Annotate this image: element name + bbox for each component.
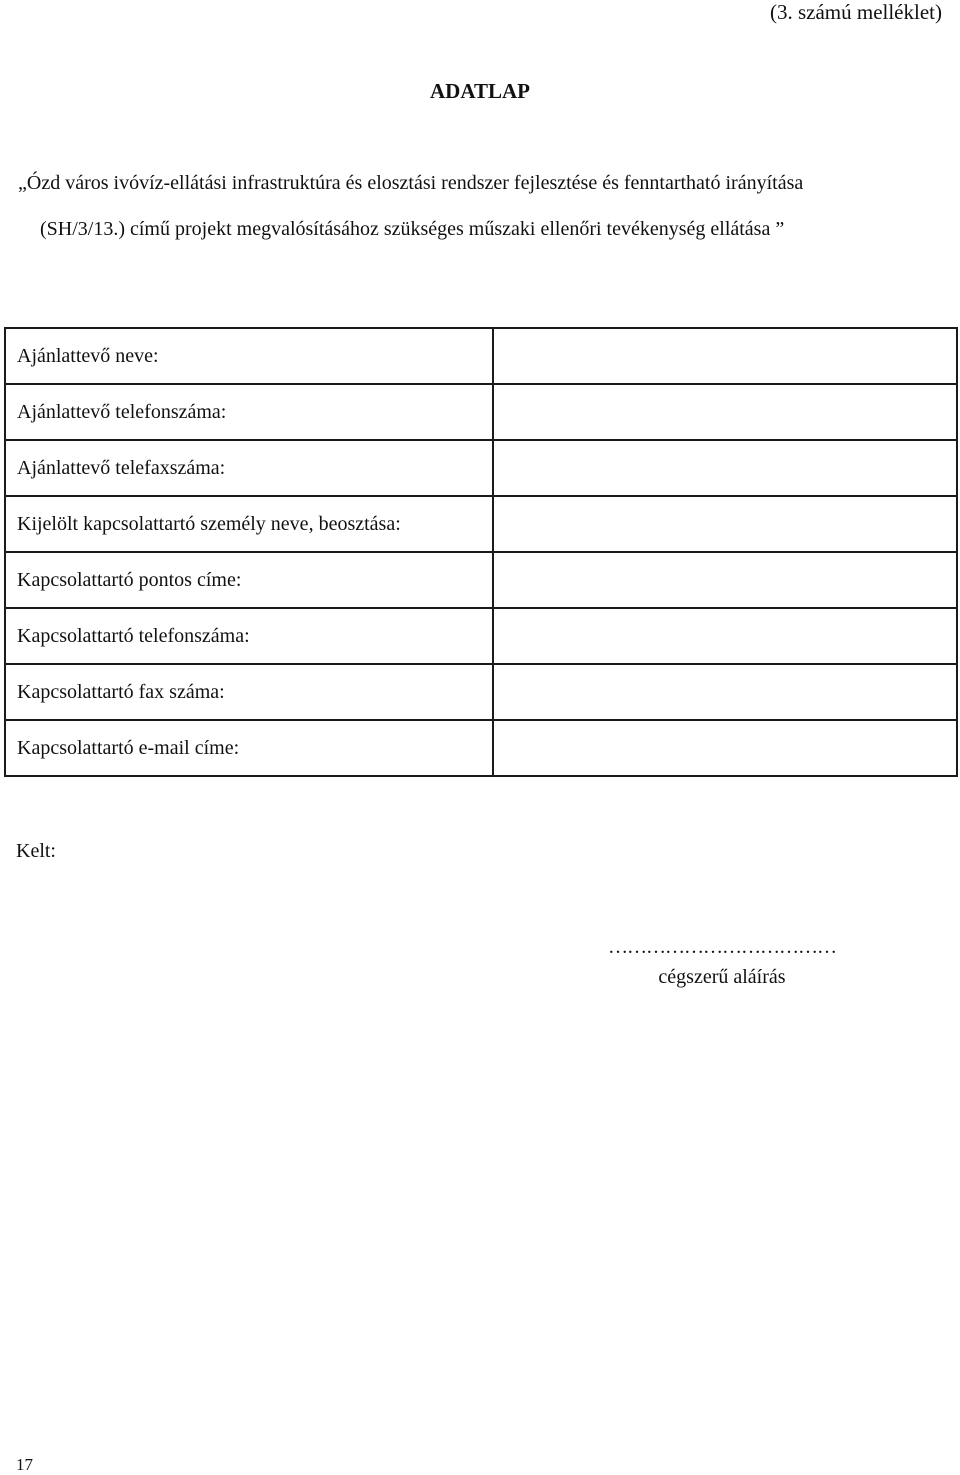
contact-fax-field[interactable] xyxy=(493,664,957,720)
row-label-bidder-name: Ajánlattevő neve: xyxy=(5,328,493,384)
table-row xyxy=(5,384,957,440)
row-label-contact-email: Kapcsolattartó e-mail címe: xyxy=(5,720,493,776)
contact-address-field[interactable] xyxy=(493,552,957,608)
date-label: Kelt: xyxy=(16,840,56,862)
page-number: 17 xyxy=(16,1455,33,1474)
table-row xyxy=(5,720,957,776)
contact-email-field[interactable] xyxy=(493,720,957,776)
contact-phone-field[interactable] xyxy=(493,608,957,664)
row-label-contact-phone: Kapcsolattartó telefonszáma: xyxy=(5,608,493,664)
project-description xyxy=(20,160,945,252)
table-row xyxy=(5,552,957,608)
signature-block xyxy=(560,932,884,992)
annex-note: (3. számú melléklet) xyxy=(769,0,942,24)
project-description-line-1: „Ózd város ivóvíz-ellátási infrastruktúra és elosztási rendszer fejlesztése és fenntartható irányítása xyxy=(18,172,804,194)
bidder-phone-field[interactable] xyxy=(493,384,957,440)
document-title: ADATLAP xyxy=(430,79,530,103)
row-label-contact-name-position: Kijelölt kapcsolattartó személy neve, beosztása: xyxy=(5,496,493,552)
applicant-data-table xyxy=(4,327,958,777)
table-row xyxy=(5,664,957,720)
signature-line: ……………………………… xyxy=(608,936,836,958)
contact-name-position-field[interactable] xyxy=(493,496,957,552)
row-label-contact-address: Kapcsolattartó pontos címe: xyxy=(5,552,493,608)
signature-caption: cégszerű aláírás xyxy=(658,966,786,988)
row-label-bidder-fax: Ajánlattevő telefaxszáma: xyxy=(5,440,493,496)
table-row xyxy=(5,328,957,384)
table-row xyxy=(5,440,957,496)
row-label-bidder-phone: Ajánlattevő telefonszáma: xyxy=(5,384,493,440)
bidder-name-field[interactable] xyxy=(493,328,957,384)
table-row xyxy=(5,608,957,664)
table-row xyxy=(5,496,957,552)
bidder-fax-field[interactable] xyxy=(493,440,957,496)
project-description-line-2: (SH/3/13.) című projekt megvalósításához szükséges műszaki ellenőri tevékenység ellátása ” xyxy=(40,218,785,240)
row-label-contact-fax: Kapcsolattartó fax száma: xyxy=(5,664,493,720)
